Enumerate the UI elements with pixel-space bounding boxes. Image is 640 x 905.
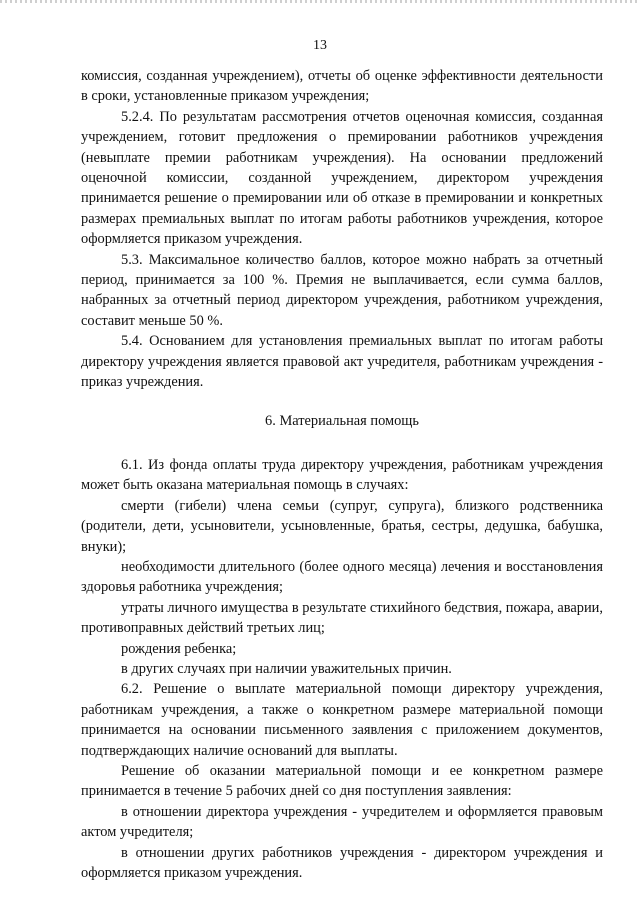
paragraph: 6.2. Решение о выплате материальной помощи директору учреждения, работникам учреждения, а также о конкретном размере материальной помощи принимается на основании письменного заявления с приложением документов, подтверждающих наличие оснований для выплаты. <box>81 681 603 759</box>
paragraph: в отношении других работников учреждения - директором учреждения и оформляется приказом учреждения. <box>81 844 603 882</box>
paragraph: Решение об оказании материальной помощи и ее конкретном размере принимается в течение 5 рабочих дней со дня поступления заявления: <box>81 763 603 800</box>
paragraph: в отношении директора учреждения - учредителем и оформляется правовым актом учредителя; <box>81 803 603 841</box>
document-body <box>81 66 603 883</box>
scan-edge-mark <box>0 0 640 3</box>
section-6-paragraphs <box>81 455 603 884</box>
paragraph: необходимости длительного (более одного месяца) лечения и восстановления здоровья работника учреждения; <box>81 558 603 596</box>
paragraph: в других случаях при наличии уважительных причин. <box>121 660 452 677</box>
paragraph: 6.1. Из фонда оплаты труда директору учреждения, работникам учреждения может быть оказана материальная помощь в случаях: <box>81 456 603 494</box>
section-5-paragraphs <box>81 66 603 393</box>
paragraph: утраты личного имущества в результате стихийного бедствия, пожара, аварии, противоправных действий третьих лиц; <box>81 599 603 637</box>
paragraph: комиссия, созданная учреждением), отчеты об оценке эффективности деятельности в сроки, установленные приказом учреждения; <box>81 68 603 105</box>
paragraph: 5.2.4. По результатам рассмотрения отчетов оценочная комиссия, созданная учреждением, готовит предложения о премировании работников учреждения (невыплате премии работникам учреждения). На основании предложений оценочной комиссии, созданной учреждением, директором учреждения принимается решение о премировании или об отказе в премировании и конкретных размерах премиальных выплат по итогам работы работников учреждения, которое оформляется приказом учреждения. <box>81 108 603 248</box>
page-number: 13 <box>313 38 327 53</box>
section-heading: 6. Материальная помощь <box>265 412 419 429</box>
paragraph: рождения ребенка; <box>121 640 237 657</box>
paragraph: 5.4. Основанием для установления премиальных выплат по итогам работы директору учреждения является правовой акт учредителя, работникам учреждения - приказ учреждения. <box>81 333 603 391</box>
paragraph: смерти (гибели) члена семьи (супруг, супруга), близкого родственника (родители, дети, усыновители, усыновленные, братья, сестры, дедушка, бабушка, внуки); <box>81 497 603 555</box>
paragraph: 5.3. Максимальное количество баллов, которое можно набрать за отчетный период, принимается за 100 %. Премия не выплачивается, если сумма баллов, набранных за отчетный период директором учреждения, работником учреждения, составит меньше 50 %. <box>81 251 603 329</box>
